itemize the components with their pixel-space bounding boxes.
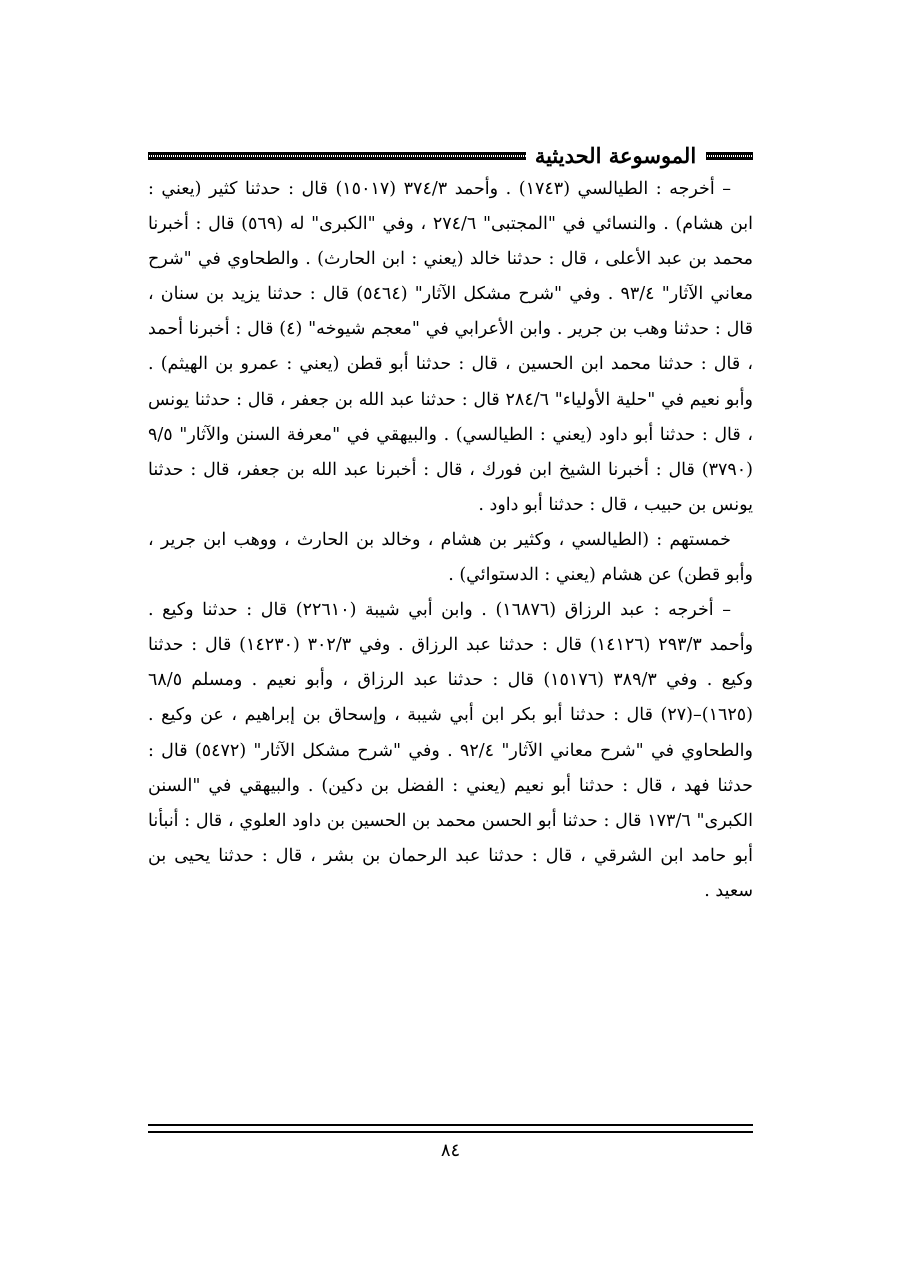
header-rule-right	[706, 152, 753, 160]
page-number: ٨٤	[440, 1140, 461, 1161]
header-rule-left	[148, 152, 526, 160]
paragraph-summary: خمستهم : (الطيالسي ، وكثير بن هشام ، وخالد بن الحارث ، ووهب ابن جرير ، وأبو قطن) عن هشام (يعني : الدستوائي) .	[148, 529, 753, 586]
footer-double-rule	[148, 1124, 753, 1133]
header-title: الموسوعة الحديثية	[534, 143, 697, 168]
body-text	[148, 172, 753, 909]
running-header	[148, 142, 753, 170]
paragraph-takhrij-1: – أخرجه : الطيالسي (١٧٤٣) . وأحمد ٣٧٤/٣ (١٥٠١٧) قال : حدثنا كثير (يعني : ابن هشام) . والنسائي في "المجتبى" ٢٧٤/٦ ، وفي "الكبرى" له (٥٦٩) قال : أخبرنا محمد بن عبد الأعلى ، قال : حدثنا خالد (يعني : ابن الحارث) . والطحاوي في "شرح معاني الآثار" ٩٣/٤ . وفي "شرح مشكل الآثار" (٥٤٦٤) قال : حدثنا يزيد بن سنان ، قال : حدثنا وهب بن جرير . وابن الأعرابي في "معجم شيوخه" (٤) قال : أخبرنا أحمد ، قال : حدثنا محمد ابن الحسين ، قال : حدثنا أبو قطن (يعني : عمرو بن الهيثم) . وأبو نعيم في "حلية الأولياء" ٢٨٤/٦ قال : حدثنا عبد الله بن جعفر ، قال : حدثنا يونس ، قال : حدثنا أبو داود (يعني : الطيالسي) . والبيهقي في "معرفة السنن والآثار" ٩/٥ (٣٧٩٠) قال : أخبرنا الشيخ ابن فورك ، قال : أخبرنا عبد الله بن جعفر، قال : حدثنا يونس بن حبيب ، قال : حدثنا أبو داود .	[148, 179, 754, 515]
paragraph-takhrij-2: – أخرجه : عبد الرزاق (١٦٨٧٦) . وابن أبي شيبة (٢٢٦١٠) قال : حدثنا وكيع . وأحمد ٢٩٣/٣ (١٤١٢٦) قال : حدثنا عبد الرزاق . وفي ٣٠٢/٣ (١٤٢٣٠) قال : حدثنا وكيع . وفي ٣٨٩/٣ (١٥١٧٦) قال : حدثنا عبد الرزاق ، وأبو نعيم . ومسلم ٦٨/٥ (١٦٢٥)–(٢٧) قال : حدثنا أبو بكر ابن أبي شيبة ، وإسحاق بن إبراهيم ، عن وكيع . والطحاوي في "شرح معاني الآثار" ٩٢/٤ . وفي "شرح مشكل الآثار" (٥٤٧٢) قال : حدثنا فهد ، قال : حدثنا أبو نعيم (يعني : الفضل بن دكين) . والبيهقي في "السنن الكبرى" ١٧٣/٦ قال : حدثنا أبو الحسن محمد بن الحسين بن داود العلوي ، قال : أنبأنا أبو حامد ابن الشرقي ، قال : حدثنا عبد الرحمان بن بشر ، قال : حدثنا يحيى بن سعيد .	[148, 600, 754, 901]
